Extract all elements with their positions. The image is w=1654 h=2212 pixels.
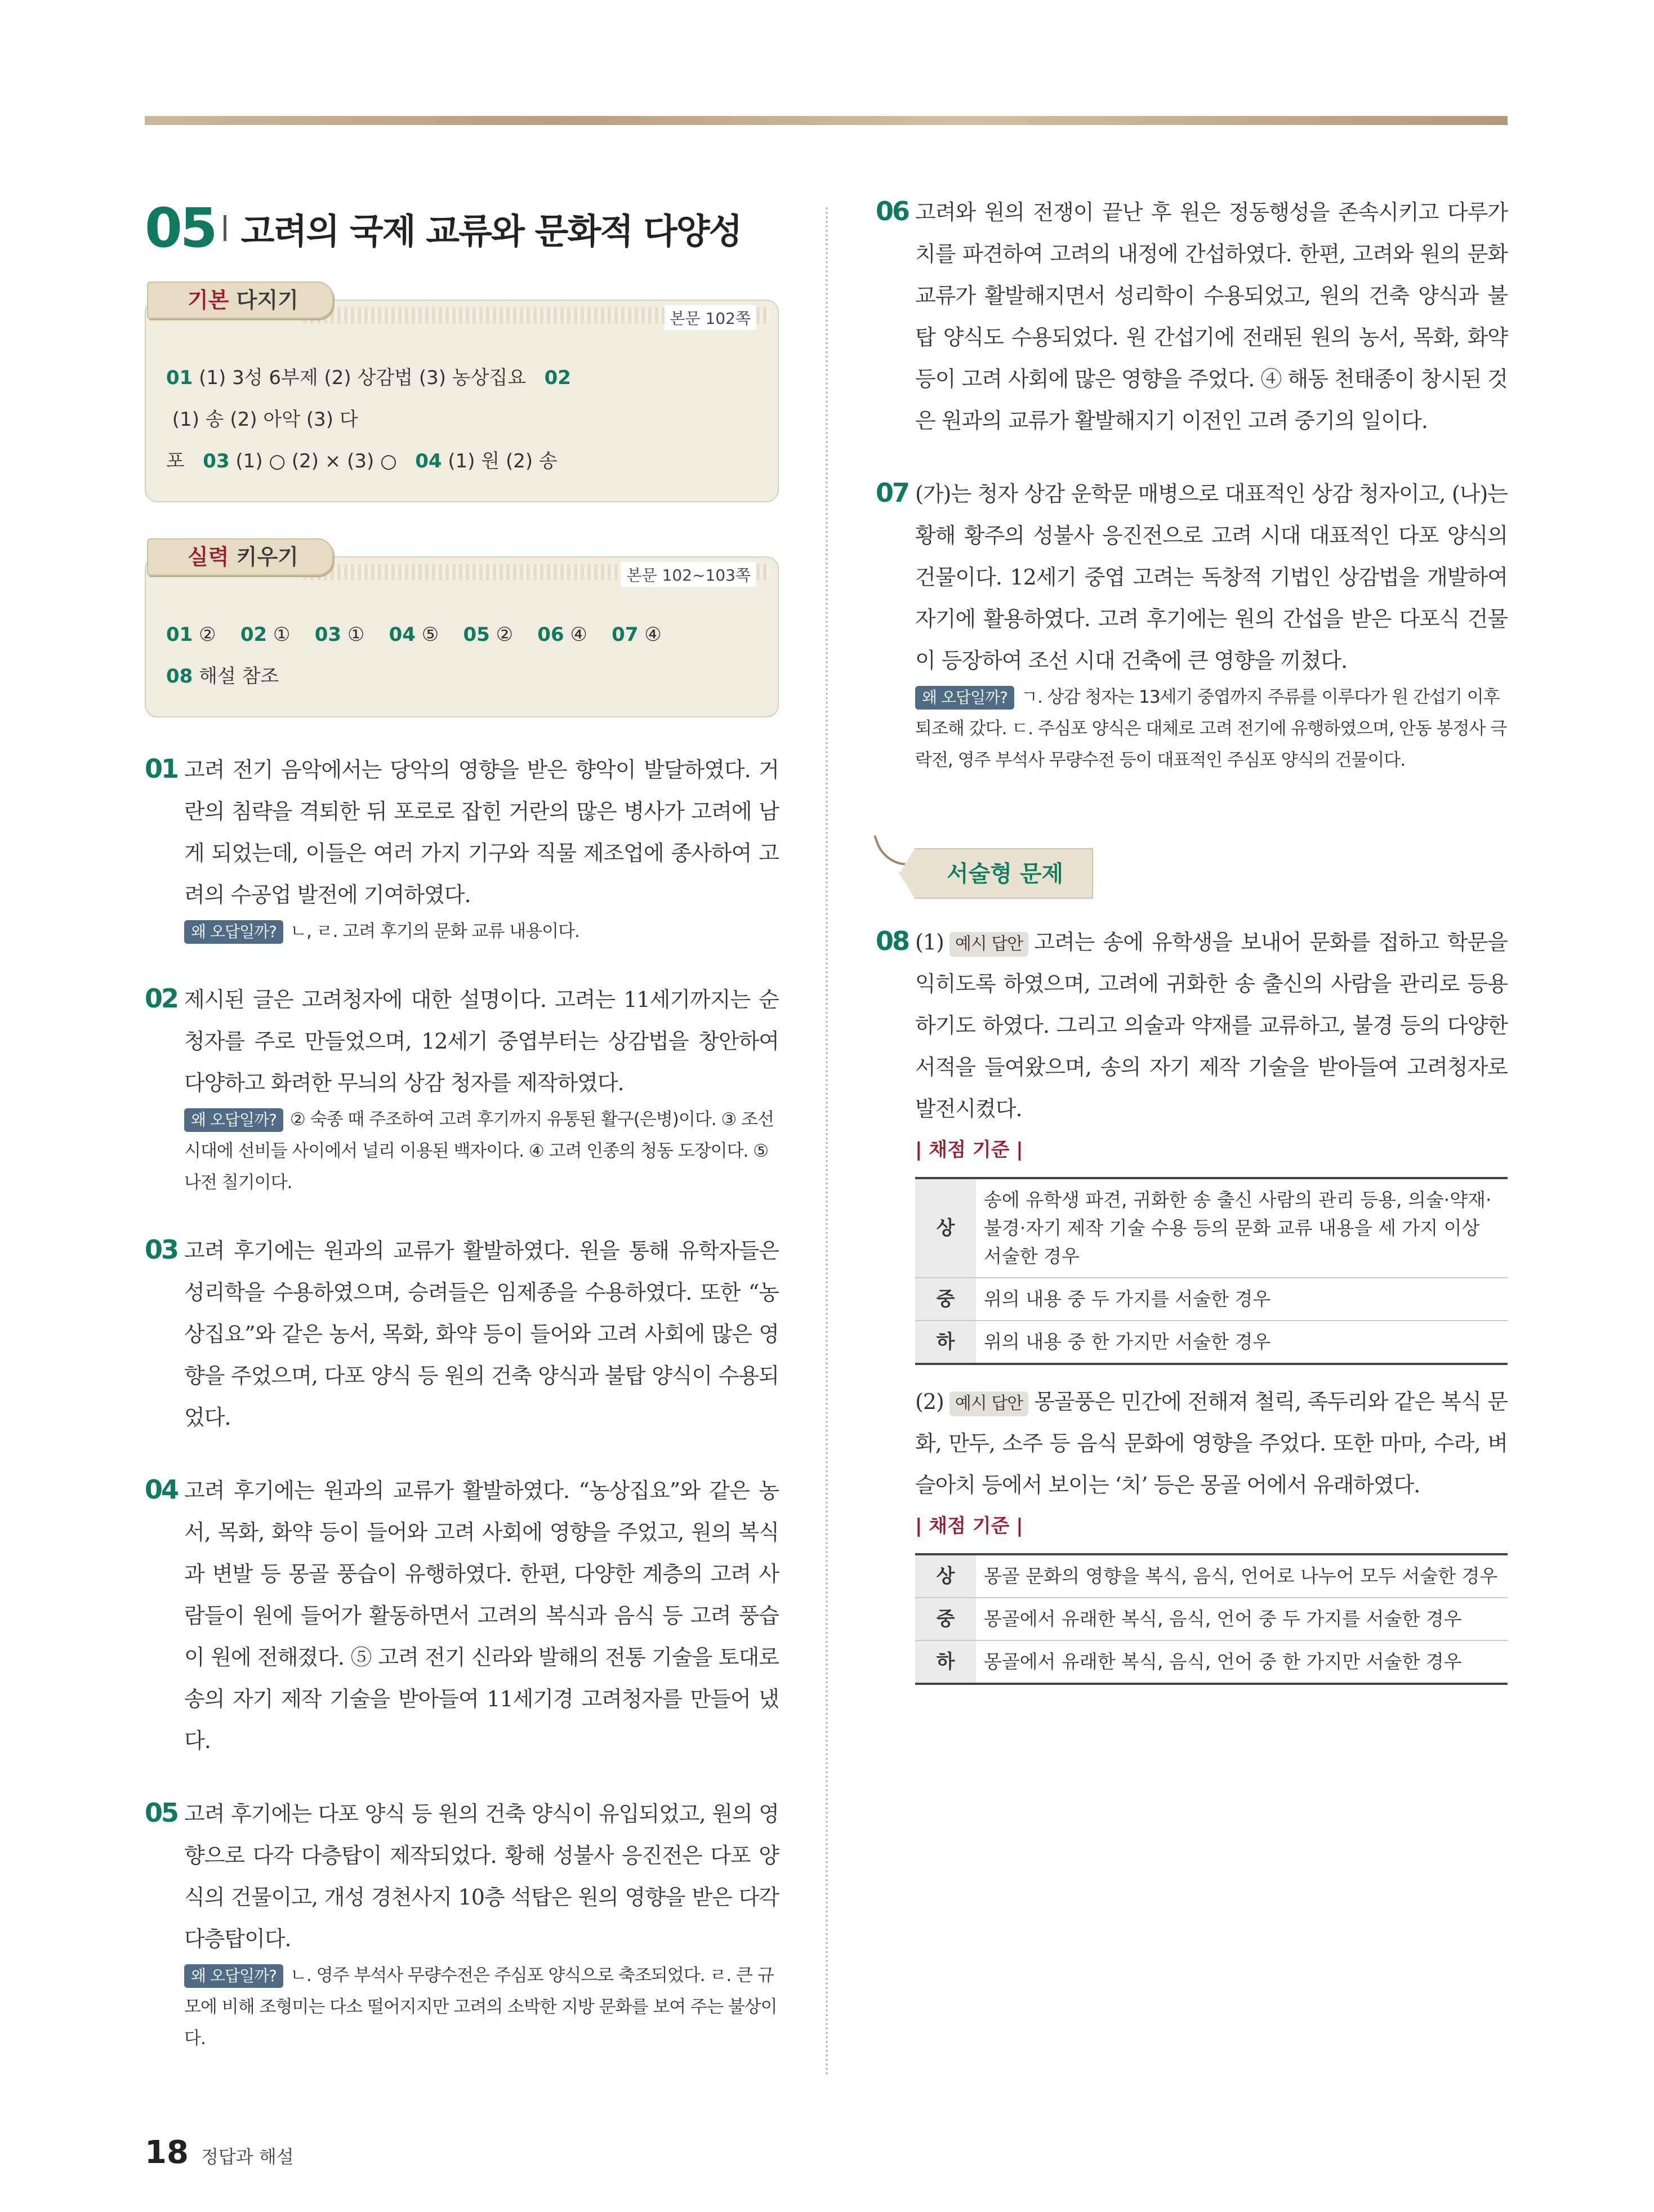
question-02	[145, 979, 779, 1198]
criteria-level: 중	[915, 1598, 976, 1640]
criteria-description: 송에 유학생 파견, 귀화한 송 출신 사람의 관리 등용, 의술·약재·불경·자기 제작 기술 수용 등의 문화 교류 내용을 세 가지 이상 서술한 경우	[976, 1178, 1508, 1278]
answer-number: 08	[166, 665, 193, 688]
criteria-description: 위의 내용 중 한 가지만 서술한 경우	[976, 1321, 1508, 1364]
title-separator	[224, 215, 226, 241]
answer-number: 02	[240, 623, 268, 646]
criteria-description: 몽골에서 유래한 복식, 음식, 언어 중 한 가지만 서술한 경우	[976, 1640, 1508, 1684]
skill-page-ref: 본문 102~103쪽	[621, 562, 756, 587]
criteria-row	[915, 1554, 1508, 1598]
page-footer	[145, 2134, 294, 2171]
answer-line	[166, 440, 761, 482]
question-04	[145, 1470, 779, 1761]
why-wrong-note	[184, 1104, 779, 1198]
example-answer-tag: 예시 답안	[949, 1392, 1028, 1416]
criteria-description: 몽골 문화의 영향을 복식, 음식, 언어로 나누어 모두 서술한 경우	[976, 1554, 1508, 1598]
answer-number: 06	[537, 623, 564, 646]
why-wrong-tag: 왜 오답일까?	[184, 1108, 283, 1132]
criteria-level: 상	[915, 1178, 976, 1278]
question-03	[145, 1230, 779, 1438]
answer-value: (1) ○ (2) × (3) ○	[229, 450, 416, 472]
why-wrong-tag: 왜 오답일까?	[184, 1964, 283, 1988]
why-wrong-tag: 왜 오답일까?	[184, 920, 283, 944]
explanation-text: 고려 후기에는 원과의 교류가 활발하였다. 원을 통해 유학자들은 성리학을 수용하였으며, 승려들은 임제종을 수용하였다. 또한 “농상집요”와 같은 농서, 목화, 화약 등이 들어와 고려 사회에 많은 영향을 주었으며, 다포 양식 등 원의 건축 양식과 불탑 양식이 수용되었다.	[184, 1238, 779, 1430]
question-number: 07	[876, 478, 909, 508]
why-wrong-note	[184, 916, 779, 947]
criteria-table-1	[915, 1177, 1508, 1365]
answer-number: 07	[612, 623, 639, 646]
explanation-text: 고려 후기에는 다포 양식 등 원의 건축 양식이 유입되었고, 원의 영향으로 다각 다층탑이 제작되었다. 황해 성불사 응진전은 다포 양식의 건물이고, 개성 경천사지 10층 석탑은 원의 영향을 받은 다각 다층탑이다.	[184, 1801, 779, 1951]
why-wrong-text: ㄱ. 상감 청자는 13세기 중엽까지 주류를 이루다가 원 간섭기 이후 퇴조해 갔다. ㄷ. 주심포 양식은 대체로 고려 전기에 유행하였으며, 안동 봉정사 극락전, 영주 부석사 무량수전 등이 대표적인 주심포 양식의 건물이다.	[915, 687, 1507, 770]
criteria-row	[915, 1640, 1508, 1684]
answer-number: 02	[544, 367, 571, 389]
explanation-text: 고려 전기 음악에서는 당악의 영향을 받은 향악이 발달하였다. 거란의 침략을 격퇴한 뒤 포로로 잡힌 거란의 많은 병사가 고려에 남게 되었는데, 이들은 여러 가지 기구와 직물 제조업에 종사하여 고려의 수공업 발전에 기여하였다.	[184, 757, 779, 907]
essay-section-header	[879, 826, 1508, 899]
answer-number: 01	[166, 367, 193, 389]
right-column	[876, 191, 1508, 1685]
explanation-text: 제시된 글은 고려청자에 대한 설명이다. 고려는 11세기까지는 순청자를 주로 만들었으며, 12세기 중엽부터는 상감법을 창안하여 다양하고 화려한 무늬의 상감 청자를 제작하였다.	[184, 987, 779, 1095]
why-wrong-tag: 왜 오답일까?	[915, 686, 1014, 710]
criteria-description: 몽골에서 유래한 복식, 음식, 언어 중 두 가지를 서술한 경우	[976, 1598, 1508, 1640]
question-08-part2: (2) 예시 답안 몽골풍은 민간에 전해져 철릭, 족두리와 같은 복식 문화, 만두, 소주 등 음식 문화에 영향을 주었다. 또한 마마, 수라, 벼슬아치 등에서 보이는 ‘치’ 등은 몽골 어에서 유래하였다.	[915, 1389, 1508, 1497]
answer-number: 04	[389, 623, 416, 646]
criteria-table-2	[915, 1553, 1508, 1685]
answer-line	[166, 655, 761, 697]
why-wrong-text: ㄴ, ㄹ. 고려 후기의 문화 교류 내용이다.	[290, 921, 579, 942]
answer-line	[166, 357, 761, 440]
question-number: 05	[145, 1798, 178, 1828]
criteria-level: 상	[915, 1554, 976, 1598]
criteria-heading: | 채점 기준 |	[915, 1515, 1023, 1537]
why-wrong-note	[184, 1960, 779, 2054]
answer-number: 04	[415, 450, 442, 472]
answer-value: (1) 송 (2) 아악 (3) 다	[166, 408, 358, 431]
criteria-heading: | 채점 기준 |	[915, 1139, 1023, 1161]
top-decorative-bar	[145, 116, 1508, 125]
answer-number: 03	[314, 623, 342, 646]
left-explanations	[145, 749, 779, 2054]
skill-label: 실력 키우기	[147, 538, 333, 576]
right-explanations	[876, 191, 1508, 776]
answer-text: 고려는 송에 유학생을 보내어 문화를 접하고 학문을 익히도록 하였으며, 고려에 귀화한 송 출신의 사람을 관리로 등용하기도 하였다. 그리고 의술과 약재를 교류하고, 불경 등의 다양한 서적을 들여왔으며, 송의 자기 제작 기술을 받아들여 고려청자로 발전시켰다.	[915, 930, 1508, 1121]
page-label: 정답과 해설	[200, 2146, 294, 2168]
question-number: 06	[876, 196, 909, 226]
question-number: 01	[145, 753, 178, 784]
question-08-part1: (1) 예시 답안 고려는 송에 유학생을 보내어 문화를 접하고 학문을 익히도록 하였으며, 고려에 귀화한 송 출신의 사람을 관리로 등용하기도 하였다. 그리고 의술과 약재를 교류하고, 불경 등의 다양한 서적을 들여왔으며, 송의 자기 제작 기술을 받아들여 고려청자로 발전시켰다.	[915, 930, 1508, 1121]
answer-value: ①	[267, 623, 315, 646]
question-number: 08	[876, 926, 909, 956]
criteria-row	[915, 1278, 1508, 1321]
answer-value: ②	[489, 623, 538, 646]
answer-number: 03	[203, 450, 230, 472]
basic-answers	[146, 301, 778, 501]
answer-value: (1) 원 (2) 송	[442, 450, 558, 472]
page-number: 18	[145, 2134, 189, 2171]
criteria-level: 하	[915, 1321, 976, 1364]
answer-text: 몽골풍은 민간에 전해져 철릭, 족두리와 같은 복식 문화, 만두, 소주 등 음식 문화에 영향을 주었다. 또한 마마, 수라, 벼슬아치 등에서 보이는 ‘치’ 등은 몽골 어에서 유래하였다.	[915, 1389, 1508, 1497]
column-divider	[826, 207, 828, 2077]
criteria-level: 하	[915, 1640, 976, 1684]
answer-value: ②	[193, 623, 240, 646]
question-07	[876, 473, 1508, 776]
criteria-row	[915, 1598, 1508, 1640]
answer-value: ④	[564, 623, 612, 646]
question-01	[145, 749, 779, 947]
question-05	[145, 1793, 779, 2054]
explanation-text: 고려 후기에는 원과의 교류가 활발하였다. “농상집요”와 같은 농서, 목화, 화약 등이 들어와 고려 사회에 영향을 주었고, 원의 복식과 변발 등 몽골 풍습이 유행하였다. 한편, 다양한 계층의 고려 사람들이 원에 들어가 활동하면서 고려의 복식과 음식 등 고려 풍습이 원에 전해졌다. ⑤ 고려 전기 신라와 발해의 전통 기술을 토대로 송의 자기 제작 기술을 받아들여 11세기경 고려청자를 만들어 냈다.	[184, 1478, 779, 1753]
answer-value: ⑤	[415, 623, 463, 646]
explanation-text: (가)는 청자 상감 운학문 매병으로 대표적인 상감 청자이고, (나)는 황해 황주의 성불사 응진전으로 고려 시대 대표적인 다포 양식의 건물이다. 12세기 중엽 고려는 독창적 기법인 상감법을 개발하여 자기에 활용하였다. 고려 후기에는 원의 간섭을 받은 다포식 건물이 등장하여 조선 시대 건축에 큰 영향을 끼쳤다.	[915, 481, 1508, 673]
answer-value: (1) 3성 6부제 (2) 상감법 (3) 농상집요	[193, 367, 545, 389]
answer-value: 해설 참조	[193, 665, 279, 688]
question-08	[876, 921, 1508, 1685]
basic-answer-box	[145, 288, 779, 502]
basic-label: 기본 다지기	[147, 282, 333, 319]
section-number: 05	[145, 197, 216, 260]
basic-page-ref: 본문 102쪽	[665, 305, 757, 330]
skill-answer-box	[145, 545, 779, 717]
answer-number: 01	[166, 623, 193, 646]
answer-value: ①	[341, 623, 389, 646]
question-06	[876, 191, 1508, 441]
left-column	[145, 191, 779, 2054]
question-number: 03	[145, 1234, 178, 1265]
criteria-row	[915, 1178, 1508, 1278]
criteria-description: 위의 내용 중 두 가지를 서술한 경우	[976, 1278, 1508, 1321]
explanation-text: 고려와 원의 전쟁이 끝난 후 원은 정동행성을 존속시키고 다루가치를 파견하여 고려의 내정에 간섭하였다. 한편, 고려와 원의 문화 교류가 활발해지면서 성리학이 수용되었고, 원의 건축 양식과 불탑 양식도 수용되었다. 원 간섭기에 전래된 원의 농서, 목화, 화약 등이 고려 사회에 많은 영향을 주었다. ④ 해동 천태종이 창시된 것은 원과의 교류가 활발해지기 이전인 고려 중기의 일이다.	[915, 200, 1508, 433]
why-wrong-note	[915, 681, 1508, 776]
criteria-level: 중	[915, 1278, 976, 1321]
section-title-text: 고려의 국제 교류와 문화적 다양성	[240, 210, 742, 252]
question-number: 02	[145, 983, 178, 1014]
example-answer-tag: 예시 답안	[949, 932, 1028, 957]
criteria-row	[915, 1321, 1508, 1364]
question-number: 04	[145, 1474, 178, 1505]
answer-value: ④	[638, 623, 662, 646]
why-wrong-text: ② 숙종 때 주조하여 고려 후기까지 유통된 활구(은병)이다. ③ 조선 시대에 선비들 사이에서 널리 이용된 백자이다. ④ 고려 인종의 청동 도장이다. ⑤ 나전 칠기이다.	[184, 1109, 774, 1193]
answer-value: 포	[166, 450, 203, 472]
why-wrong-text: ㄴ. 영주 부석사 무량수전은 주심포 양식으로 축조되었다. ㄹ. 큰 규모에 비해 조형미는 다소 떨어지지만 고려의 소박한 지방 문화를 보여 주는 불상이다.	[184, 1965, 777, 2049]
essay-title: 서술형 문제	[947, 861, 1064, 887]
section-title	[145, 191, 779, 265]
answer-number: 05	[463, 623, 490, 646]
answer-line	[166, 614, 761, 655]
